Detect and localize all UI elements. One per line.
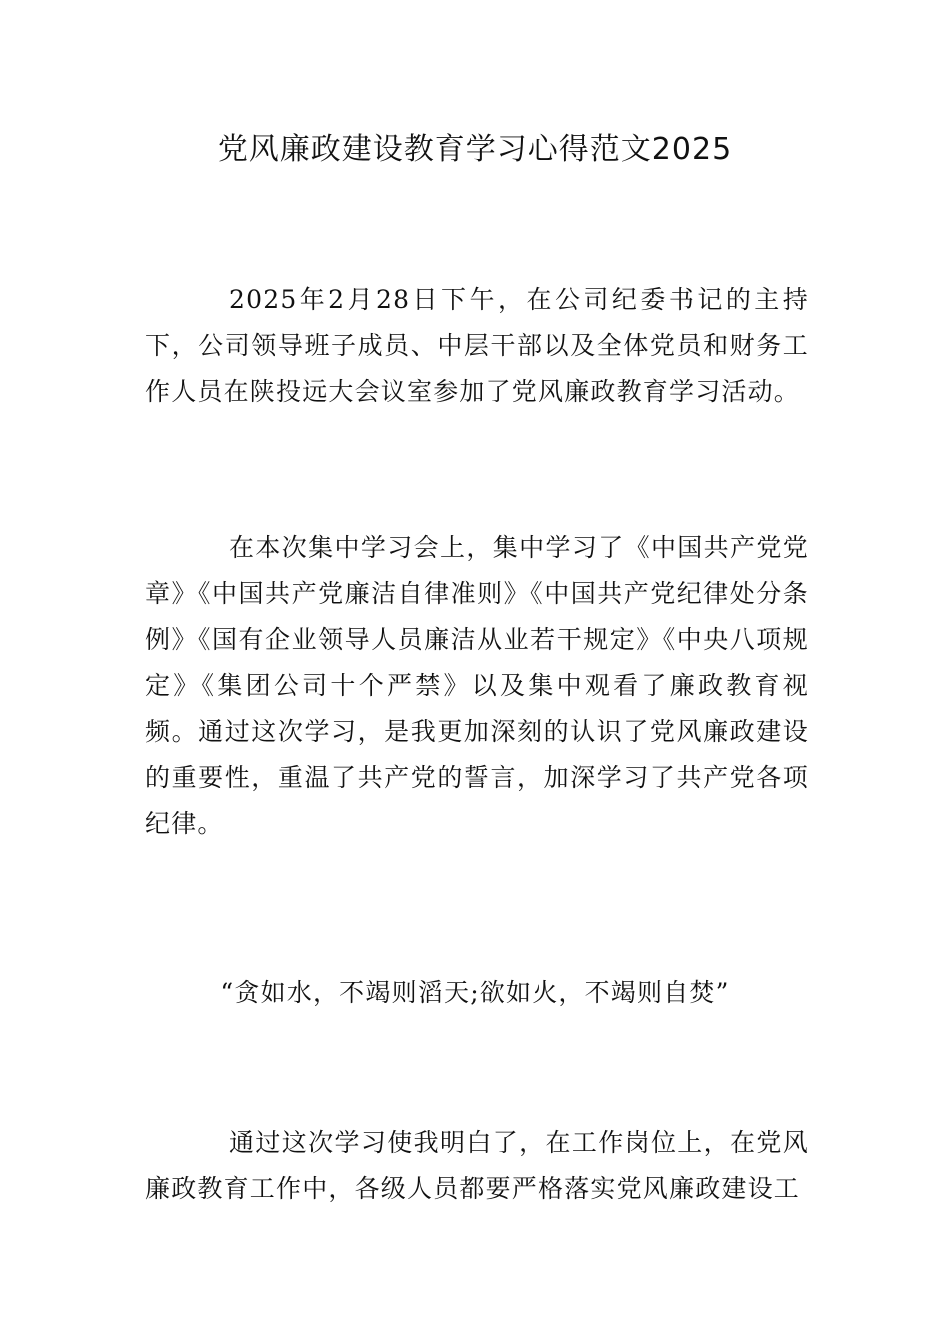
document-title: 党风廉政建设教育学习心得范文2025 [217,132,733,167]
paragraph-reflection: 通过这次学习使我明白了，在工作岗位上，在党风廉政教育工作中，各级人员都要严格落实党风廉政建设工 [145,1128,809,1203]
paragraph-study-content: 在本次集中学习会上，集中学习了《中国共产党党章》《中国共产党廉洁自律准则》《中国共产党纪律处分条例》《国有企业领导人员廉洁从业若干规定》《中央八项规定》《集团公司十个严禁》以及集中观看了廉政教育视频。通过这次学习，是我更加深刻的认识了党风廉政建设的重要性，重温了共产党的誓言，加深学习了共产党各项纪律。 [145,533,809,838]
quote-line: “贪如水，不竭则滔天;欲如火，不竭则自焚” [220,978,730,1007]
paragraph-meeting-info: 2025年2月28日下午，在公司纪委书记的主持下，公司领导班子成员、中层干部以及全体党员和财务工作人员在陕投远大会议室参加了党风廉政教育学习活动。 [145,285,809,406]
